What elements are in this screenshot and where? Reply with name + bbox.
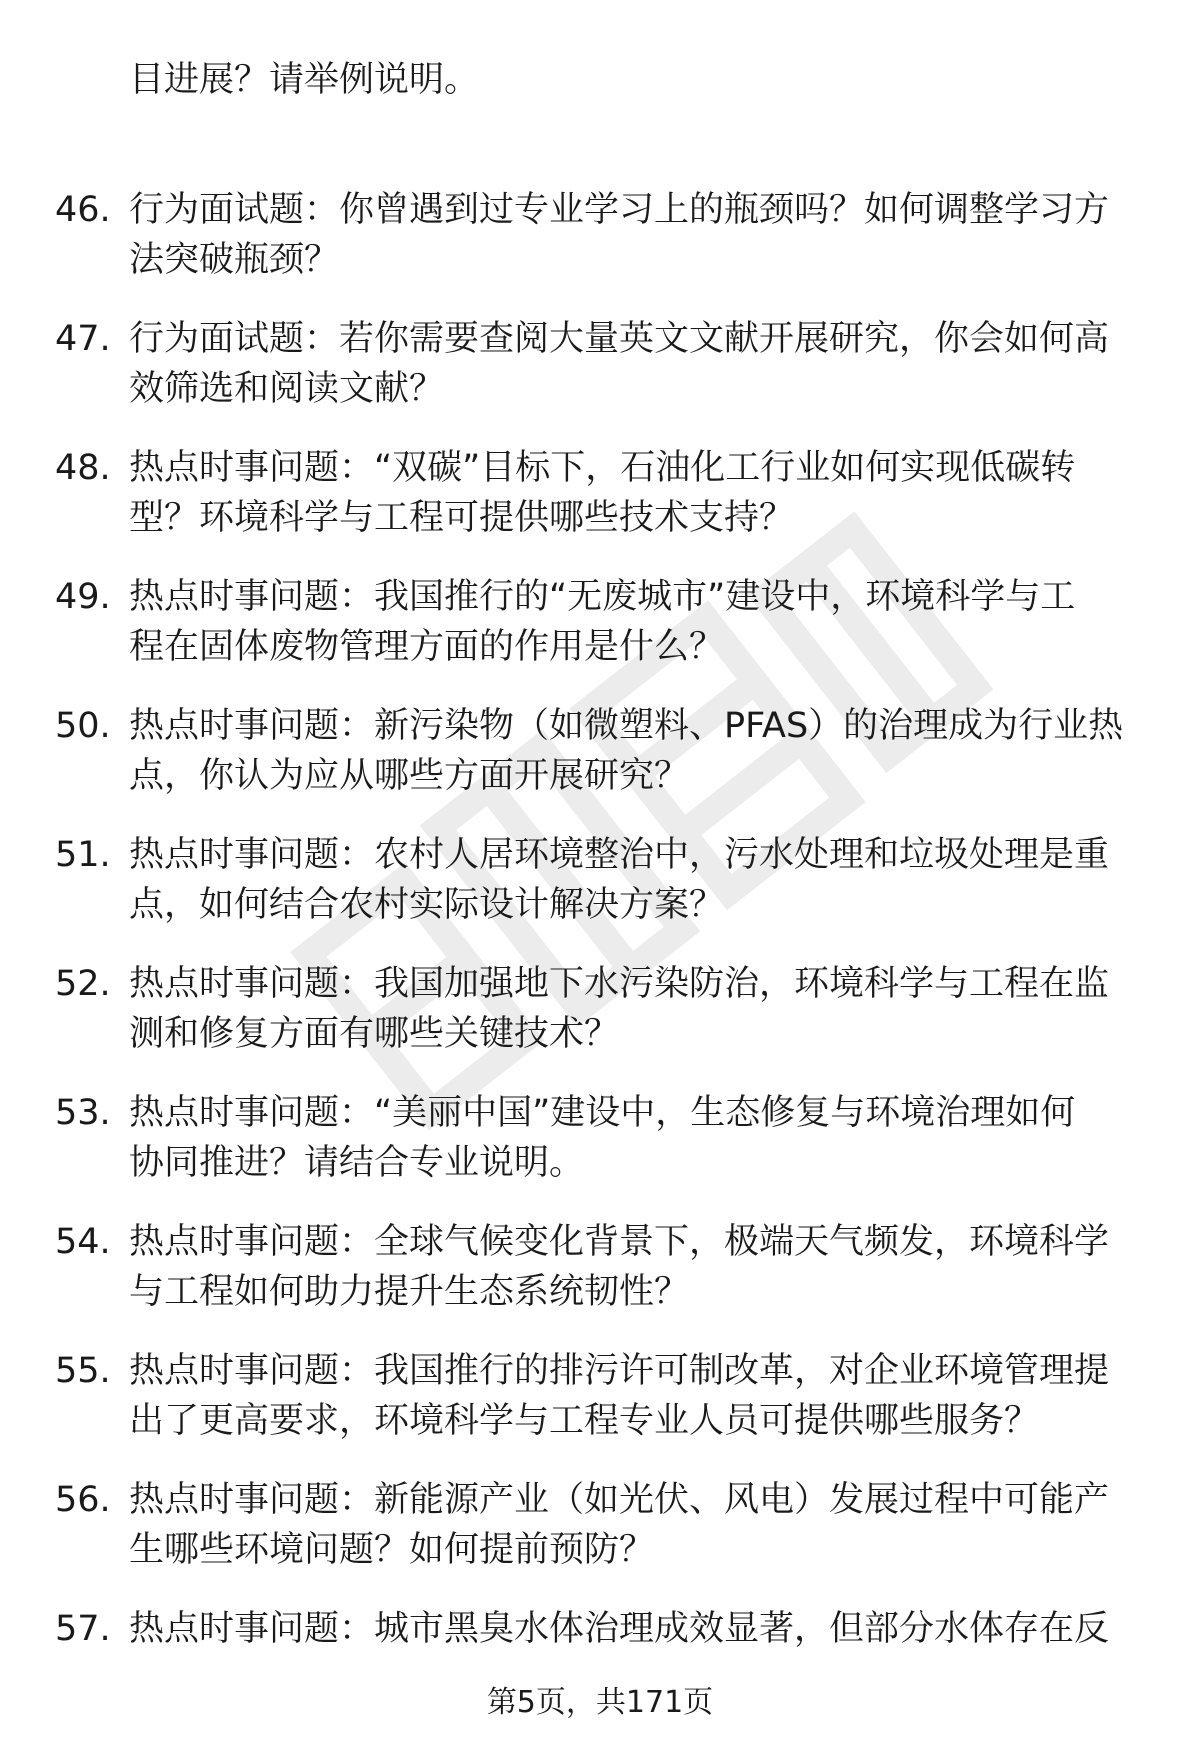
- item-text: [129, 1604, 1129, 1654]
- list-item: [55, 959, 1155, 1059]
- item-text: [129, 959, 1129, 1059]
- item-number: 47.: [55, 319, 111, 359]
- item-text-line: 行为面试题：你曾遇到过专业学习上的瓶颈吗？如何调整学习方: [129, 190, 1110, 230]
- list-item: [55, 443, 1155, 543]
- item-text-line: 热点时事问题：我国加强地下水污染防治，环境科学与工程在监: [129, 964, 1110, 1004]
- item-text: [129, 1475, 1129, 1575]
- item-number: 52.: [55, 964, 111, 1004]
- item-text-line: 生哪些环境问题？如何提前预防？: [129, 1530, 655, 1570]
- list-item: [55, 1346, 1155, 1446]
- item-text-line: 点，你认为应从哪些方面开展研究？: [129, 756, 690, 796]
- item-text-line: 协同推进？请结合专业说明。: [129, 1143, 585, 1183]
- item-text-line: 程在固体废物管理方面的作用是什么？: [129, 627, 725, 667]
- item-text-line: 行为面试题：若你需要查阅大量英文文献开展研究，你会如何高: [129, 319, 1110, 359]
- list-item: [55, 701, 1155, 801]
- item-text-line: 热点时事问题：我国推行的排污许可制改革，对企业环境管理提: [129, 1351, 1110, 1391]
- item-text: [129, 1088, 1129, 1188]
- list-item: [55, 314, 1155, 414]
- item-text-line: 热点时事问题：全球气候变化背景下，极端天气频发，环境科学: [129, 1222, 1110, 1262]
- item-text-line: 热点时事问题：城市黑臭水体治理成效显著，但部分水体存在反: [129, 1609, 1110, 1649]
- item-number: 56.: [55, 1480, 111, 1520]
- item-number: 49.: [55, 577, 111, 617]
- list-item: [55, 1088, 1155, 1188]
- item-number: 54.: [55, 1222, 111, 1262]
- item-number: 50.: [55, 706, 111, 746]
- item-text: [129, 572, 1129, 672]
- item-text-line: 测和修复方面有哪些关键技术？: [129, 1014, 620, 1054]
- item-number: 46.: [55, 190, 111, 230]
- item-text-line: 热点时事问题：新污染物（如微塑料、PFAS）的治理成为行业热: [129, 706, 1124, 746]
- item-text-line: 热点时事问题：我国推行的“无废城市”建设中，环境科学与工: [129, 577, 1076, 617]
- item-number: 51.: [55, 835, 111, 875]
- list-item: [55, 1475, 1155, 1575]
- list-item: [55, 572, 1155, 672]
- item-text: [129, 830, 1129, 930]
- item-text: [129, 1346, 1129, 1446]
- list-item: [55, 185, 1155, 285]
- item-text: [129, 314, 1129, 414]
- item-text-line: 热点时事问题：“美丽中国”建设中，生态修复与环境治理如何: [129, 1093, 1076, 1133]
- item-text-line: 热点时事问题：新能源产业（如光伏、风电）发展过程中可能产: [129, 1480, 1110, 1520]
- item-text: [129, 701, 1129, 801]
- list-item: [55, 1217, 1155, 1317]
- item-text-line: 热点时事问题：“双碳”目标下，石油化工行业如何实现低碳转: [129, 448, 1076, 488]
- item-text-line: 与工程如何助力提升生态系统韧性？: [129, 1272, 690, 1312]
- item-text: [129, 1217, 1129, 1317]
- question-list: [55, 55, 1155, 1683]
- list-item: [55, 830, 1155, 930]
- item-text-line: 点，如何结合农村实际设计解决方案？: [129, 885, 725, 925]
- item-text-line: 出了更高要求，环境科学与工程专业人员可提供哪些服务？: [129, 1401, 1040, 1441]
- continuation-text: 目进展？请举例说明。: [129, 60, 480, 100]
- item-text: [129, 185, 1129, 285]
- item-text: [129, 443, 1129, 543]
- item-text-line: 热点时事问题：农村人居环境整治中，污水处理和垃圾处理是重: [129, 835, 1110, 875]
- item-text-line: 型？环境科学与工程可提供哪些技术支持？: [129, 498, 795, 538]
- page-number: 第5页，共171页: [486, 1685, 714, 1720]
- item-text-line: 法突破瓶颈？: [129, 240, 340, 280]
- list-item: [55, 1604, 1155, 1654]
- item-number: 57.: [55, 1609, 111, 1649]
- item-number: 48.: [55, 448, 111, 488]
- item-number: 55.: [55, 1351, 111, 1391]
- item-text-line: 效筛选和阅读文献？: [129, 369, 445, 409]
- item-number: 53.: [55, 1093, 111, 1133]
